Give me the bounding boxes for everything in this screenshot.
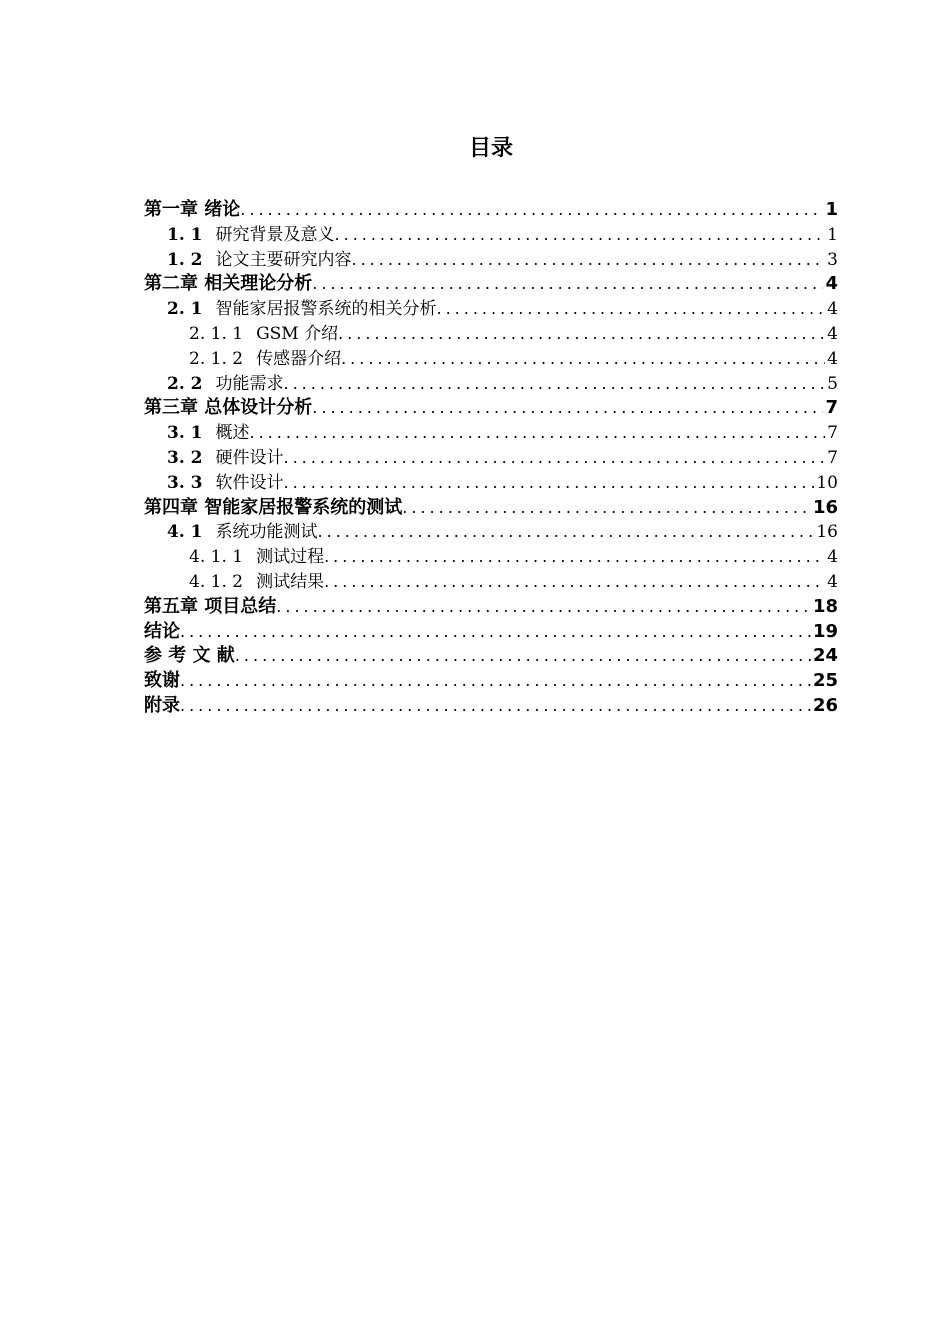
toc-entry-page-number: 24 — [812, 645, 838, 667]
toc-entry-number: 2. 1. 2 — [189, 348, 244, 369]
dot-leader — [352, 248, 826, 273]
dot-leader — [276, 595, 811, 620]
toc-entry-label: 第一章 绪论 — [144, 199, 241, 220]
toc-entry-page-number: 3 — [827, 249, 838, 270]
toc-entry-page-number: 4 — [827, 348, 838, 369]
toc-entry-page-number: 10 — [816, 472, 838, 493]
toc-entry[interactable] — [144, 297, 838, 322]
toc-entry-page-number: 7 — [827, 423, 838, 444]
toc-entry[interactable] — [144, 620, 838, 645]
toc-entry-page-number: 16 — [812, 496, 838, 518]
toc-entry-label: 智能家居报警系统的相关分析 — [215, 299, 437, 320]
toc-entry-page-number: 16 — [816, 522, 838, 543]
dot-leader — [284, 446, 826, 471]
toc-entry-page-number: 26 — [812, 694, 838, 716]
toc-entry-page-number: 1 — [825, 199, 838, 220]
toc-entry[interactable] — [144, 570, 838, 595]
toc-entry-page-number: 5 — [827, 373, 838, 394]
toc-entry-number: 2. 1 — [167, 299, 203, 320]
dot-leader — [240, 198, 823, 223]
toc-entry-number: 1. 1 — [167, 224, 203, 245]
toc-entry[interactable] — [144, 421, 838, 446]
toc-entry[interactable] — [144, 471, 838, 496]
toc-entry-label: 第五章 项目总结 — [144, 595, 277, 617]
toc-entry-page-number: 4 — [827, 323, 838, 344]
toc-entry-label: 测试过程 — [256, 547, 325, 568]
toc-entry[interactable] — [144, 446, 838, 471]
toc-entry[interactable] — [144, 322, 838, 347]
toc-entry-number: 2. 1. 1 — [189, 323, 244, 344]
toc-title: 目录 — [468, 136, 513, 161]
dot-leader — [338, 322, 825, 347]
toc-entry-label: 论文主要研究内容 — [215, 249, 352, 270]
toc-entry-label: 概述 — [215, 423, 250, 444]
toc-entry[interactable] — [144, 248, 838, 273]
toc-entry[interactable] — [144, 198, 838, 223]
dot-leader — [318, 520, 815, 545]
dot-leader — [312, 272, 823, 297]
dot-leader — [180, 694, 811, 719]
toc-entry-number: 4. 1 — [167, 522, 203, 543]
toc-entry-label: 功能需求 — [215, 373, 284, 394]
dot-leader — [437, 297, 826, 322]
toc-entry-number: 3. 2 — [167, 447, 203, 468]
toc-entry[interactable] — [144, 644, 838, 669]
toc-entry-page-number: 7 — [825, 397, 838, 419]
toc-entry[interactable] — [144, 520, 838, 545]
toc-entry[interactable] — [144, 669, 838, 694]
dot-leader — [250, 421, 826, 446]
toc-entry-number: 2. 2 — [167, 373, 203, 394]
dot-leader — [341, 347, 825, 372]
toc-entry-number: 4. 1. 2 — [189, 571, 244, 592]
toc-entry-label: 附录 — [144, 694, 180, 716]
toc-entry-page-number: 7 — [827, 447, 838, 468]
toc-entry[interactable] — [144, 272, 838, 297]
toc-entry[interactable] — [144, 545, 838, 570]
dot-leader — [324, 570, 825, 595]
toc-entry-label: 传感器介绍 — [256, 348, 342, 369]
toc-entry-label: 研究背景及意义 — [215, 224, 335, 245]
toc-entry-page-number: 18 — [812, 595, 838, 617]
toc-entry-number: 4. 1. 1 — [189, 547, 244, 568]
toc-entry-label: 测试结果 — [256, 571, 325, 592]
toc-entry-label: 硬件设计 — [215, 447, 284, 468]
dot-leader — [180, 669, 811, 694]
toc-entry-page-number: 19 — [812, 620, 838, 642]
toc-entry-number: 3. 1 — [167, 423, 203, 444]
toc-entry-label: 系统功能测试 — [215, 522, 318, 543]
toc-entry-page-number: 25 — [812, 670, 838, 692]
dot-leader — [312, 396, 823, 421]
toc-entry-label: 第四章 智能家居报警系统的测试 — [144, 496, 403, 518]
toc-entry-number: 1. 2 — [167, 249, 203, 270]
dot-leader — [402, 496, 811, 521]
dot-leader — [284, 471, 815, 496]
toc-entry[interactable] — [144, 347, 838, 372]
dot-leader — [284, 372, 826, 397]
toc-entry[interactable] — [144, 496, 838, 521]
toc-entry-label: 软件设计 — [215, 472, 284, 493]
toc-entry[interactable] — [144, 372, 838, 397]
toc-entry[interactable] — [144, 396, 838, 421]
toc-entry-page-number: 1 — [827, 224, 838, 245]
dot-leader — [235, 644, 811, 669]
dot-leader — [324, 545, 825, 570]
toc-entry-label: 结论 — [144, 620, 180, 642]
dot-leader — [335, 223, 826, 248]
toc-entry-page-number: 4 — [825, 273, 838, 295]
toc-entry[interactable] — [144, 595, 838, 620]
toc-entry-label: 致谢 — [144, 670, 180, 692]
toc-entry-number: 3. 3 — [167, 472, 203, 493]
toc-entry-label: 第三章 总体设计分析 — [144, 397, 313, 419]
toc-entry[interactable] — [144, 223, 838, 248]
toc-entry-label: 第二章 相关理论分析 — [144, 273, 313, 295]
toc-entry-page-number: 4 — [827, 571, 838, 592]
dot-leader — [180, 620, 811, 645]
toc-entry-page-number: 4 — [827, 299, 838, 320]
toc-entry-page-number: 4 — [827, 547, 838, 568]
toc-entry-label: GSM 介绍 — [256, 323, 339, 344]
toc-entry-label: 参 考 文 献 — [144, 645, 235, 667]
toc-entry[interactable] — [144, 694, 838, 719]
table-of-contents — [144, 198, 838, 719]
